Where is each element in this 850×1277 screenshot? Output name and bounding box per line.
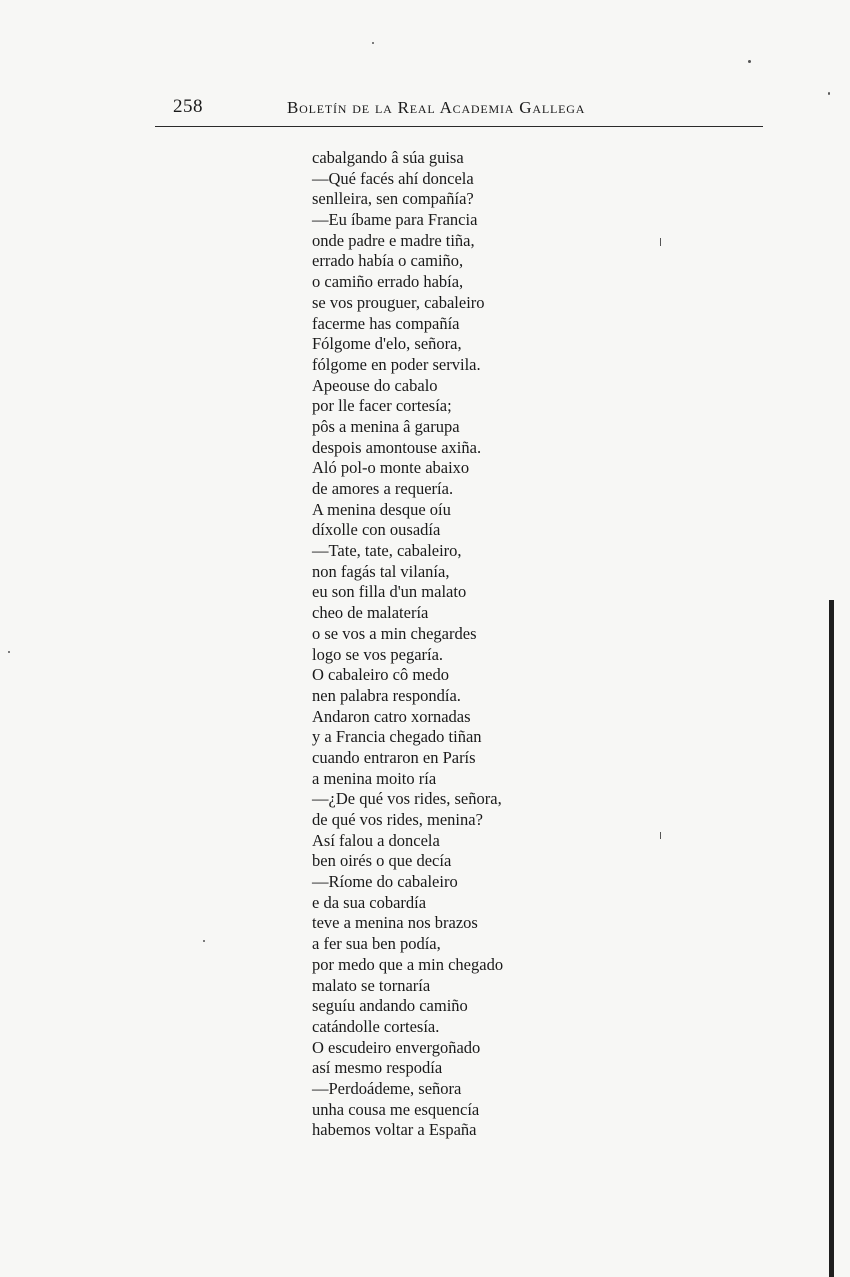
verse-line: eu son filla d'un malato [312, 582, 467, 602]
verse-line: errado había o camiño, [312, 251, 464, 271]
verse-line: —¿De qué vos rides, señora, [312, 789, 502, 809]
running-title: Boletín de la Real Academia Gallega [287, 98, 586, 117]
verse-line: y a Francia chegado tiñan [312, 727, 482, 747]
verse-line: onde padre e madre tiña, [312, 230, 475, 250]
verse-line: facerme has compañía [312, 313, 460, 333]
verse-line: O escudeiro envergoñado [312, 1037, 481, 1057]
verse-line: —Perdoádeme, señora [312, 1078, 462, 1098]
verse-line: seguíu andando camiño [312, 996, 468, 1016]
verse-line: —Ríome do cabaleiro [312, 872, 458, 892]
verse-line: non fagás tal vilanía, [312, 561, 450, 581]
verse-line: A menina desque oíu [312, 499, 451, 519]
scan-speck [372, 42, 374, 44]
verse-line: nen palabra respondía. [312, 685, 461, 705]
scan-speck [748, 60, 751, 63]
verse-line: fólgome en poder servila. [312, 354, 481, 374]
verse-line: díxolle con ousadía [312, 520, 441, 540]
verse-line: teve a menina nos brazos [312, 913, 478, 933]
verse-line: —Eu íbame para Francia [312, 210, 478, 230]
verse-line: Apeouse do cabalo [312, 375, 438, 395]
verse-line: Fólgome d'elo, señora, [312, 334, 462, 354]
verse-line: Andaron catro xornadas [312, 706, 471, 726]
verse-line: cheo de malatería [312, 603, 429, 623]
scan-speck [660, 832, 661, 839]
scan-edge-shadow [829, 600, 834, 1277]
verse-line: Aló pol-o monte abaixo [312, 458, 470, 478]
verse-line: pôs a menina â garupa [312, 416, 460, 436]
verse-line: ben oirés o que decía [312, 851, 452, 871]
verse-line: a fer sua ben podía, [312, 934, 441, 954]
verse-line: senlleira, sen compañía? [312, 189, 474, 209]
page-number: 258 [173, 96, 203, 117]
verse-line: por lle facer cortesía; [312, 396, 452, 416]
verse-line: unha cousa me esquencía [312, 1099, 480, 1119]
page-header [155, 92, 763, 127]
scan-speck [203, 940, 205, 942]
verse-line: así mesmo respodía [312, 1058, 443, 1078]
verse-line: cuando entraron en París [312, 747, 476, 767]
scan-speck [8, 651, 10, 653]
verse-line: catándolle cortesía. [312, 1016, 440, 1036]
scan-speck [828, 92, 830, 95]
verse-line: malato se tornaría [312, 975, 431, 995]
verse-line: se vos prouguer, cabaleiro [312, 292, 485, 312]
verse-line: logo se vos pegaría. [312, 644, 444, 664]
poem-text [312, 148, 612, 1141]
verse-line: por medo que a min chegado [312, 954, 504, 974]
verse-line: de amores a requería. [312, 479, 454, 498]
verse-line: cabalgando â súa guisa [312, 148, 464, 167]
scan-speck [660, 238, 661, 246]
verse-line: o camiño errado había, [312, 272, 464, 292]
verse-line: a menina moito ría [312, 768, 437, 788]
verse-line: o se vos a min chegardes [312, 623, 477, 643]
verse-line: O cabaleiro cô medo [312, 665, 449, 685]
verse-line: e da sua cobardía [312, 892, 427, 912]
verse-line: Así falou a doncela [312, 830, 440, 850]
verse-line: —Tate, tate, cabaleiro, [312, 541, 462, 561]
verse-line: —Qué facés ahí doncela [312, 168, 474, 188]
verse-line: de qué vos rides, menina? [312, 810, 483, 829]
verse-line: despois amontouse axiña. [312, 437, 482, 457]
verse-line: habemos voltar a España [312, 1120, 477, 1140]
